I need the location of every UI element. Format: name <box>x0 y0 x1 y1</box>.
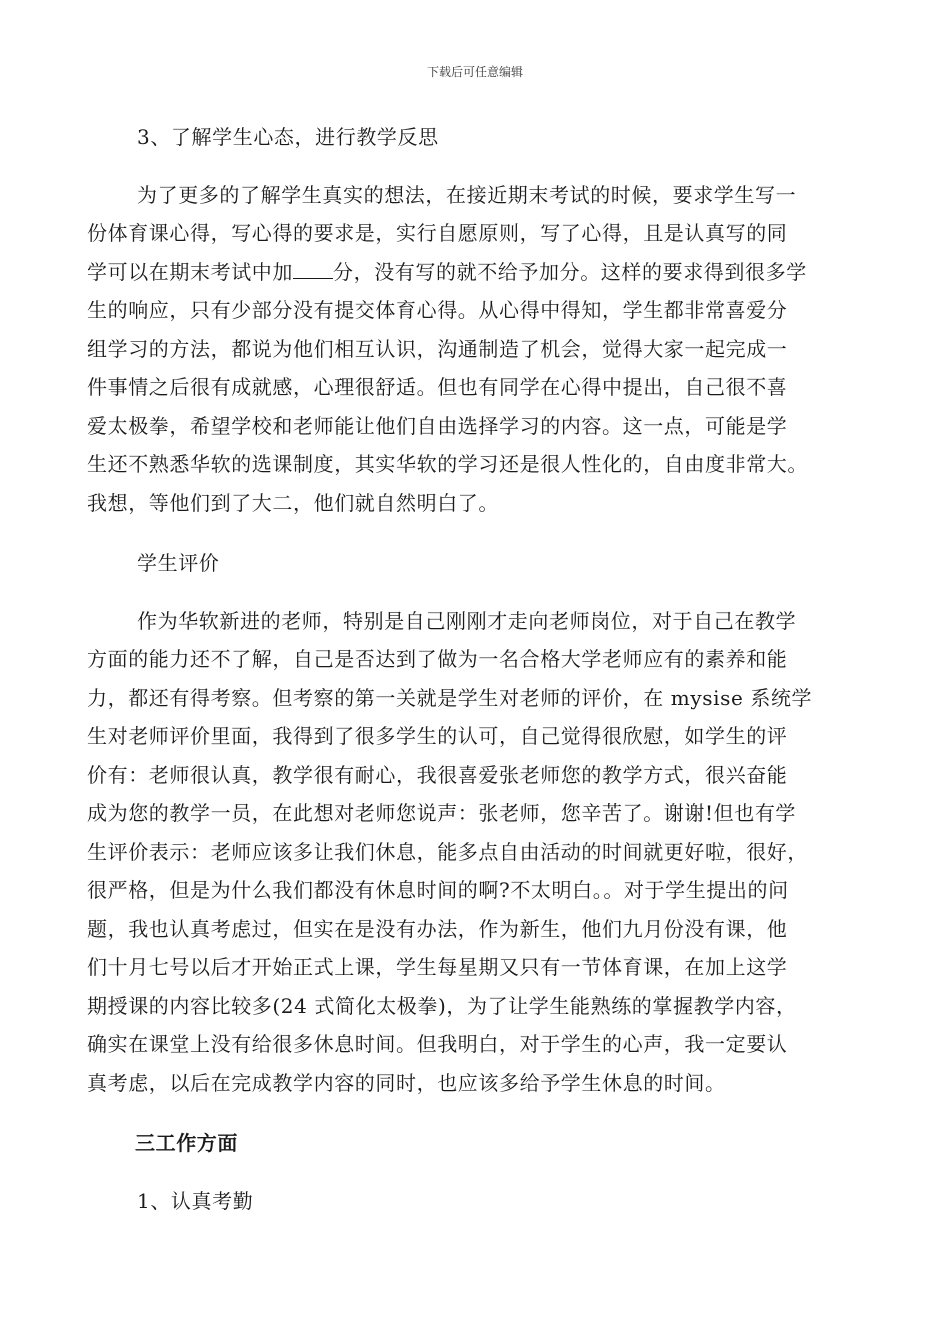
text-line: 成为您的教学一员，在此想对老师您说声：张老师，您辛苦了。谢谢!但也有学 <box>87 801 797 825</box>
text-run: 学可以在期末考试中加 <box>87 259 293 284</box>
text-line: 生对老师评价里面，我得到了很多学生的认可，自己觉得很欣慰，如学生的评 <box>87 724 788 748</box>
subsection-heading: 1、认真考勤 <box>137 1188 254 1213</box>
chapter-heading: 三工作方面 <box>135 1131 238 1155</box>
text-line: 件事情之后很有成就感，心理很舒适。但也有同学在心得中提出，自己很不喜 <box>87 375 788 399</box>
text-line: 生的响应，只有少部分没有提交体育心得。从心得中得知，学生都非常喜爱分 <box>87 298 788 322</box>
text-run: 分，没有写的就不给予加分。这样的要求得到很多学 <box>333 259 807 284</box>
text-line: 份体育课心得，写心得的要求是，实行自愿原则，写了心得，且是认真写的同 <box>87 221 788 245</box>
paragraph <box>87 602 865 1103</box>
text-line: 爱太极拳，希望学校和老师能让他们自由选择学习的内容。这一点，可能是学 <box>87 413 788 438</box>
paragraph <box>87 176 865 523</box>
text-line: 很严格，但是为什么我们都没有休息时间的啊?不太明白。。对于学生提出的问 <box>87 878 789 902</box>
text-line: 作为华软新进的老师，特别是自己刚刚才走向老师岗位，对于自己在教学 <box>137 608 797 633</box>
fill-in-blank <box>293 256 333 279</box>
text-line: 组学习的方法，都说为他们相互认识，沟通制造了机会，觉得大家一起完成一 <box>87 336 788 361</box>
text-line: 力，都还有得考察。但考察的第一关就是学生对老师的评价，在 mysise 系统学 <box>87 685 813 710</box>
section-heading: 3、了解学生心态，进行教学反思 <box>137 125 439 149</box>
text-line: 期授课的内容比较多(24 式简化太极拳)，为了让学生能熟练的掌握教学内容， <box>87 993 797 1018</box>
text-line: 们十月七号以后才开始正式上课，学生每星期又只有一节体育课，在加上这学 <box>87 955 788 979</box>
text-line <box>137 176 865 215</box>
text-line <box>87 253 865 292</box>
section-heading: 学生评价 <box>137 551 220 575</box>
page-header: 下载后可任意编辑 <box>426 65 523 79</box>
text-run: 为了更多的了解学生真实的想法，在接近期末考试的时候，要求学生写一 <box>137 182 797 207</box>
text-line: 方面的能力还不了解，自己是否达到了做为一名合格大学老师应有的素养和能 <box>87 647 788 671</box>
text-line: 确实在课堂上没有给很多休息时间。但我明白，对于学生的心声，我一定要认 <box>87 1032 788 1056</box>
text-line: 真考虑，以后在完成教学内容的同时，也应该多给予学生休息的时间。 <box>87 1070 726 1095</box>
text-line: 生还不熟悉华软的选课制度，其实华软的学习还是很人性化的，自由度非常大。 <box>87 452 808 476</box>
text-line: 价有：老师很认真，教学很有耐心，我很喜爱张老师您的教学方式，很兴奋能 <box>87 762 788 787</box>
text-line: 生评价表示：老师应该多让我们休息，能多点自由活动的时间就更好啦，很好， <box>87 839 808 864</box>
document-body <box>87 118 865 1220</box>
text-line: 题，我也认真考虑过，但实在是没有办法，作为新生，他们九月份没有课，他 <box>87 916 788 941</box>
text-line: 我想，等他们到了大二，他们就自然明白了。 <box>87 490 499 515</box>
